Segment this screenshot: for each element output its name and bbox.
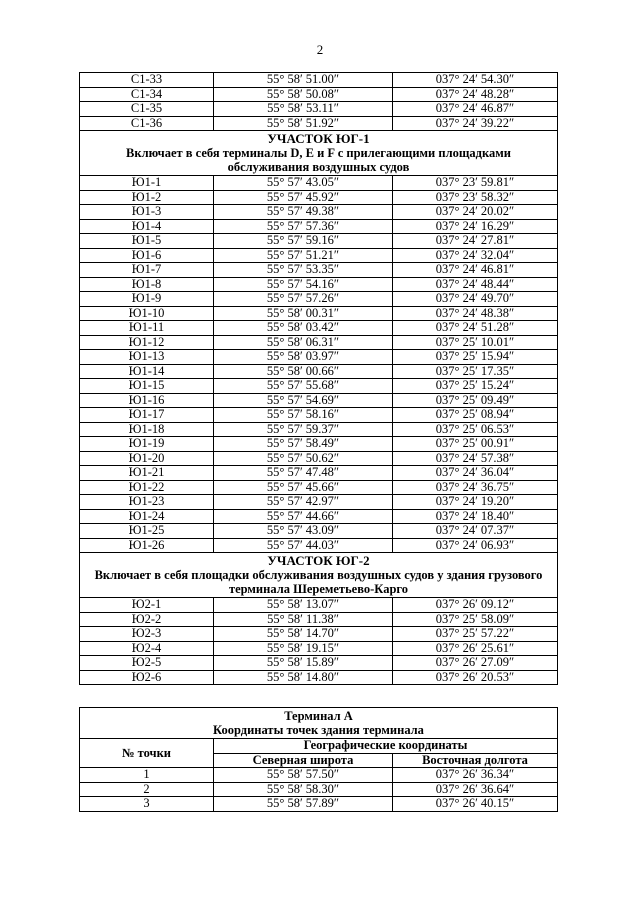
longitude-cell: 037° 24′ 46.81″ [393, 263, 558, 278]
longitude-cell: 037° 25′ 58.09″ [393, 612, 558, 627]
longitude-cell: 037° 24′ 07.37″ [393, 524, 558, 539]
section-description-yug2: Включает в себя площадки обслуживания воздушных судов у здания грузового терминала Шереметьево-Карго [94, 568, 543, 596]
latitude-cell: 55° 58′ 00.66″ [214, 364, 393, 379]
point-id-cell: Ю1-19 [80, 437, 214, 452]
table-row [80, 408, 558, 423]
point-id-cell: Ю2-4 [80, 641, 214, 656]
col-lat-header: Северная широта [214, 753, 393, 768]
latitude-cell: 55° 57′ 43.09″ [214, 524, 393, 539]
point-id-cell: Ю2-6 [80, 670, 214, 685]
longitude-cell: 037° 24′ 19.20″ [393, 495, 558, 510]
latitude-cell: 55° 57′ 58.16″ [214, 408, 393, 423]
point-id-cell: Ю2-1 [80, 598, 214, 613]
table-row [80, 422, 558, 437]
point-id-cell: Ю1-20 [80, 451, 214, 466]
longitude-cell: 037° 24′ 51.28″ [393, 321, 558, 336]
point-id-cell: Ю1-5 [80, 234, 214, 249]
point-id-cell: Ю1-21 [80, 466, 214, 481]
table-row [80, 321, 558, 336]
table-row [80, 437, 558, 452]
table-row [80, 335, 558, 350]
latitude-cell: 55° 57′ 44.66″ [214, 509, 393, 524]
table-row [80, 612, 558, 627]
table-row [80, 248, 558, 263]
longitude-cell: 037° 25′ 57.22″ [393, 627, 558, 642]
table-row [80, 73, 558, 88]
latitude-cell: 55° 58′ 14.70″ [214, 627, 393, 642]
latitude-cell: 55° 58′ 03.97″ [214, 350, 393, 365]
point-id-cell: С1-33 [80, 73, 214, 88]
point-id-cell: Ю1-17 [80, 408, 214, 423]
longitude-cell: 037° 24′ 39.22″ [393, 116, 558, 131]
latitude-cell: 55° 58′ 50.08″ [214, 87, 393, 102]
table-row [80, 782, 558, 797]
col-geo-header: Географические координаты [214, 739, 558, 754]
table-row [80, 263, 558, 278]
latitude-cell: 55° 57′ 42.97″ [214, 495, 393, 510]
point-id-cell: Ю1-11 [80, 321, 214, 336]
latitude-cell: 55° 58′ 11.38″ [214, 612, 393, 627]
longitude-cell: 037° 24′ 54.30″ [393, 73, 558, 88]
latitude-cell: 55° 57′ 51.21″ [214, 248, 393, 263]
table-row [80, 102, 558, 117]
point-id-cell: Ю1-16 [80, 393, 214, 408]
table-row [80, 393, 558, 408]
point-id-cell: Ю1-22 [80, 480, 214, 495]
longitude-cell: 037° 24′ 36.04″ [393, 466, 558, 481]
rows-s1 [80, 73, 558, 131]
point-id-cell: 3 [80, 797, 214, 812]
table-row [80, 277, 558, 292]
longitude-cell: 037° 26′ 20.53″ [393, 670, 558, 685]
coordinates-table [79, 72, 558, 685]
latitude-cell: 55° 57′ 47.48″ [214, 466, 393, 481]
latitude-cell: 55° 58′ 19.15″ [214, 641, 393, 656]
latitude-cell: 55° 57′ 57.26″ [214, 292, 393, 307]
latitude-cell: 55° 57′ 58.49″ [214, 437, 393, 452]
latitude-cell: 55° 57′ 59.37″ [214, 422, 393, 437]
longitude-cell: 037° 24′ 20.02″ [393, 205, 558, 220]
terminal-header [80, 708, 558, 739]
longitude-cell: 037° 25′ 00.91″ [393, 437, 558, 452]
point-id-cell: 1 [80, 768, 214, 783]
rows-yug1 [80, 176, 558, 553]
latitude-cell: 55° 58′ 58.30″ [214, 782, 393, 797]
table-row [80, 205, 558, 220]
page-number: 2 [316, 42, 324, 57]
latitude-cell: 55° 58′ 51.92″ [214, 116, 393, 131]
point-id-cell: Ю1-18 [80, 422, 214, 437]
point-id-cell: Ю1-2 [80, 190, 214, 205]
latitude-cell: 55° 58′ 57.50″ [214, 768, 393, 783]
longitude-cell: 037° 24′ 06.93″ [393, 538, 558, 553]
longitude-cell: 037° 25′ 09.49″ [393, 393, 558, 408]
longitude-cell: 037° 24′ 36.75″ [393, 480, 558, 495]
longitude-cell: 037° 25′ 10.01″ [393, 335, 558, 350]
point-id-cell: Ю1-4 [80, 219, 214, 234]
table-row [80, 524, 558, 539]
point-id-cell: С1-36 [80, 116, 214, 131]
section-title-yug1: УЧАСТОК ЮГ-1 [267, 131, 370, 146]
section-title-yug2: УЧАСТОК ЮГ-2 [267, 553, 370, 568]
latitude-cell: 55° 58′ 13.07″ [214, 598, 393, 613]
longitude-cell: 037° 25′ 17.35″ [393, 364, 558, 379]
table-row [80, 538, 558, 553]
table-row [80, 768, 558, 783]
point-id-cell: Ю2-3 [80, 627, 214, 642]
table-row [80, 234, 558, 249]
latitude-cell: 55° 58′ 03.42″ [214, 321, 393, 336]
point-id-cell: Ю1-3 [80, 205, 214, 220]
point-id-cell: Ю1-7 [80, 263, 214, 278]
terminal-a-table [79, 707, 558, 812]
table-row [80, 451, 558, 466]
longitude-cell: 037° 24′ 46.87″ [393, 102, 558, 117]
col-lon-header: Восточная долгота [393, 753, 558, 768]
longitude-cell: 037° 26′ 25.61″ [393, 641, 558, 656]
latitude-cell: 55° 57′ 45.66″ [214, 480, 393, 495]
latitude-cell: 55° 57′ 54.69″ [214, 393, 393, 408]
longitude-cell: 037° 24′ 48.28″ [393, 87, 558, 102]
table-row [80, 87, 558, 102]
latitude-cell: 55° 57′ 45.92″ [214, 190, 393, 205]
latitude-cell: 55° 57′ 44.03″ [214, 538, 393, 553]
longitude-cell: 037° 26′ 36.64″ [393, 782, 558, 797]
table-row [80, 219, 558, 234]
section-header-yug1 [80, 131, 558, 176]
rows-terminal [80, 768, 558, 812]
point-id-cell: 2 [80, 782, 214, 797]
latitude-cell: 55° 57′ 55.68″ [214, 379, 393, 394]
point-id-cell: Ю1-10 [80, 306, 214, 321]
point-id-cell: Ю1-24 [80, 509, 214, 524]
table-row [80, 627, 558, 642]
latitude-cell: 55° 57′ 59.16″ [214, 234, 393, 249]
longitude-cell: 037° 25′ 06.53″ [393, 422, 558, 437]
table-row [80, 176, 558, 191]
longitude-cell: 037° 24′ 16.29″ [393, 219, 558, 234]
latitude-cell: 55° 57′ 50.62″ [214, 451, 393, 466]
col-point-header: № точки [80, 739, 214, 768]
point-id-cell: Ю1-8 [80, 277, 214, 292]
point-id-cell: Ю2-5 [80, 656, 214, 671]
latitude-cell: 55° 58′ 15.89″ [214, 656, 393, 671]
point-id-cell: С1-34 [80, 87, 214, 102]
longitude-cell: 037° 23′ 59.81″ [393, 176, 558, 191]
section-description-yug1: Включает в себя терминалы D, E и F с прилегающими площадками обслуживания воздушных судов [126, 146, 511, 174]
latitude-cell: 55° 57′ 53.35″ [214, 263, 393, 278]
longitude-cell: 037° 24′ 48.44″ [393, 277, 558, 292]
table-row [80, 509, 558, 524]
latitude-cell: 55° 58′ 51.00″ [214, 73, 393, 88]
longitude-cell: 037° 24′ 48.38″ [393, 306, 558, 321]
point-id-cell: Ю2-2 [80, 612, 214, 627]
table-row [80, 670, 558, 685]
latitude-cell: 55° 58′ 57.89″ [214, 797, 393, 812]
longitude-cell: 037° 24′ 49.70″ [393, 292, 558, 307]
longitude-cell: 037° 25′ 08.94″ [393, 408, 558, 423]
table-row [80, 292, 558, 307]
table-row [80, 480, 558, 495]
point-id-cell: Ю1-23 [80, 495, 214, 510]
table-row [80, 190, 558, 205]
table-row [80, 364, 558, 379]
table-row [80, 641, 558, 656]
longitude-cell: 037° 25′ 15.24″ [393, 379, 558, 394]
latitude-cell: 55° 58′ 53.11″ [214, 102, 393, 117]
point-id-cell: Ю1-25 [80, 524, 214, 539]
section-header-yug2 [80, 553, 558, 598]
point-id-cell: Ю1-9 [80, 292, 214, 307]
point-id-cell: Ю1-13 [80, 350, 214, 365]
table-row [80, 598, 558, 613]
longitude-cell: 037° 26′ 40.15″ [393, 797, 558, 812]
point-id-cell: Ю1-26 [80, 538, 214, 553]
point-id-cell: Ю1-6 [80, 248, 214, 263]
point-id-cell: Ю1-1 [80, 176, 214, 191]
latitude-cell: 55° 58′ 00.31″ [214, 306, 393, 321]
point-id-cell: Ю1-12 [80, 335, 214, 350]
table-row [80, 379, 558, 394]
longitude-cell: 037° 24′ 27.81″ [393, 234, 558, 249]
longitude-cell: 037° 25′ 15.94″ [393, 350, 558, 365]
latitude-cell: 55° 57′ 54.16″ [214, 277, 393, 292]
point-id-cell: Ю1-14 [80, 364, 214, 379]
table-row [80, 466, 558, 481]
longitude-cell: 037° 24′ 18.40″ [393, 509, 558, 524]
longitude-cell: 037° 26′ 09.12″ [393, 598, 558, 613]
terminal-subtitle: Координаты точек здания терминала [213, 723, 424, 737]
longitude-cell: 037° 26′ 36.34″ [393, 768, 558, 783]
table-row [80, 656, 558, 671]
table-row [80, 306, 558, 321]
rows-yug2 [80, 598, 558, 685]
table-row [80, 797, 558, 812]
longitude-cell: 037° 23′ 58.32″ [393, 190, 558, 205]
table-row [80, 495, 558, 510]
latitude-cell: 55° 57′ 57.36″ [214, 219, 393, 234]
point-id-cell: Ю1-15 [80, 379, 214, 394]
latitude-cell: 55° 58′ 14.80″ [214, 670, 393, 685]
latitude-cell: 55° 58′ 06.31″ [214, 335, 393, 350]
longitude-cell: 037° 26′ 27.09″ [393, 656, 558, 671]
point-id-cell: С1-35 [80, 102, 214, 117]
longitude-cell: 037° 24′ 57.38″ [393, 451, 558, 466]
latitude-cell: 55° 57′ 43.05″ [214, 176, 393, 191]
latitude-cell: 55° 57′ 49.38″ [214, 205, 393, 220]
table-row [80, 116, 558, 131]
longitude-cell: 037° 24′ 32.04″ [393, 248, 558, 263]
terminal-title: Терминал А [284, 709, 353, 723]
table-row [80, 350, 558, 365]
